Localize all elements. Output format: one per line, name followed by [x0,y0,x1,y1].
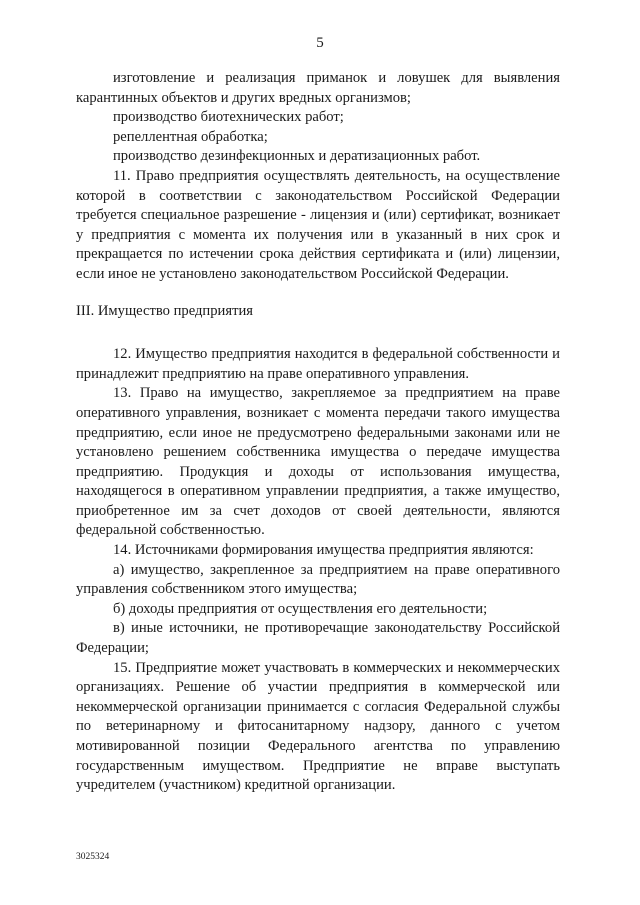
paragraph-14: 14. Источниками формирования имущества предприятия являются: [113,542,534,559]
paragraph-12: 12. Имущество предприятия находится в федеральной собственности и принадлежит предприятию на праве оперативного управления. [76,346,560,382]
paragraph-14b: б) доходы предприятия от осуществления его деятельности; [113,600,488,617]
paragraph-14c: в) иные источники, не противоречащие законодательству Российской Федерации; [76,620,560,657]
paragraph-biotech-works: производство биотехнических работ; [113,109,344,126]
paragraph-15: 15. Предприятие может участвовать в коммерческих и некоммерческих организациях. Решение об участии предприятия в коммерческой или некоммерческой организации принимается с согласия Федеральной службы по ветеринарному и фитосанитарному надзору, данного с учетом мотивированной позиции Федерального агентства по управлению государственным имуществом. Предприятие не вправе выступать учредителем (участником) кредитной организации. [76,659,560,794]
paragraph-bait-traps: изготовление и реализация приманок и ловушек для выявления карантинных объектов и других вредных организмов; [76,70,560,106]
paragraph-14a: а) имущество, закрепленное за предприятием на праве оперативного управления собственником этого имущества; [76,561,560,598]
paragraph-13: 13. Право на имущество, закрепляемое за предприятием на праве оперативного управления, возникает с момента передачи такого имущества предприятию, если иное не предусмотрено федеральными законами или не установлено решением собственника имущества о передаче имущества предприятию. Продукция и доходы от использования имущества, находящегося в оперативном управлении предприятия, а также имущество, приобретенное им за счет доходов от своей деятельности, являются федеральной собственностью. [76,385,560,539]
paragraph-repellent: репеллентная обработка; [113,128,268,145]
paragraph-disinfection: производство дезинфекционных и дератизационных работ. [113,148,481,165]
document-body [76,69,560,796]
paragraph-11: 11. Право предприятия осуществлять деятельность, на осуществление которой в соответствии с законодательством Российской Федерации требуется специальное разрешение - лицензия и (или) сертификат, возникает у предприятия с момента их получения или в указанный в них срок и прекращается по истечении срока действия сертификата и (или) лицензии, если иное не установлено законодательством Российской Федерации. [76,167,560,282]
document-id: 3025324 [76,852,110,862]
page-number: 5 [316,35,324,51]
section-heading: III. Имущество предприятия [76,302,253,319]
